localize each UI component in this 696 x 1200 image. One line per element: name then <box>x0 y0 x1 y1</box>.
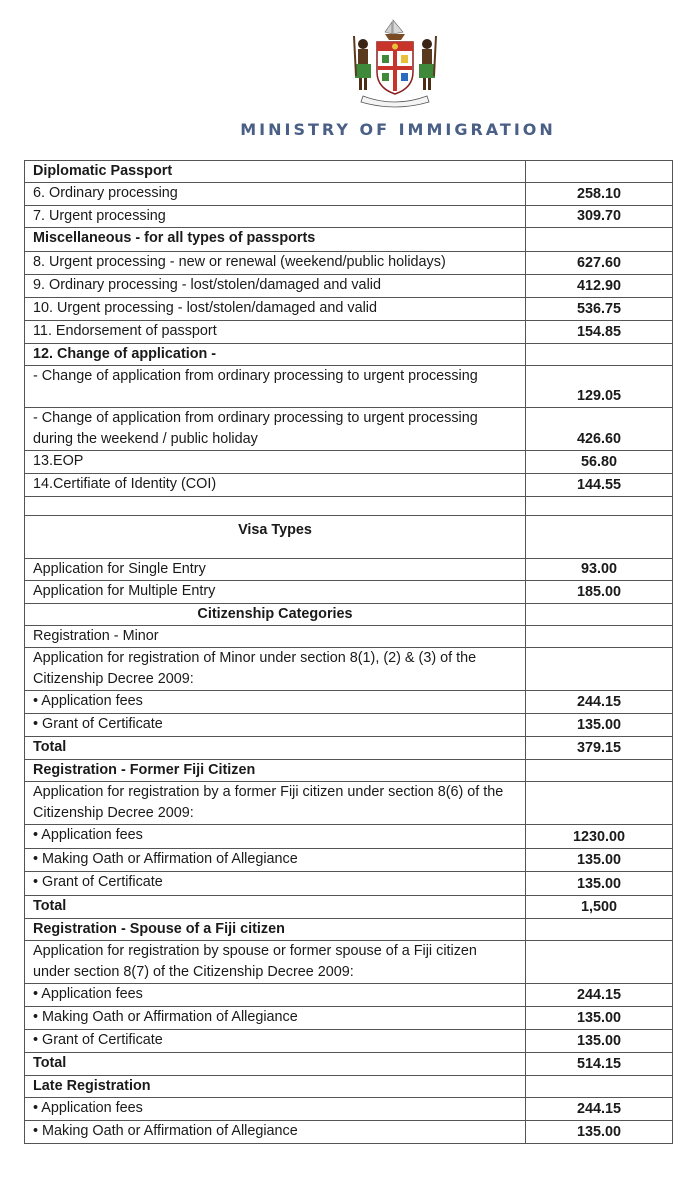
fee-description: Late Registration <box>25 1076 526 1098</box>
fee-amount <box>526 228 673 252</box>
fee-amount: 627.60 <box>526 252 673 275</box>
fee-amount <box>526 344 673 366</box>
fee-amount: 185.00 <box>526 581 673 604</box>
fee-description: Visa Types <box>25 516 526 559</box>
fee-amount: 1,500 <box>526 896 673 919</box>
table-row <box>25 497 673 516</box>
table-row <box>25 581 673 604</box>
fee-amount <box>526 760 673 782</box>
fee-description: Registration - Former Fiji Citizen <box>25 760 526 782</box>
table-row <box>25 275 673 298</box>
fee-description: • Making Oath or Affirmation of Allegiance <box>25 1121 526 1144</box>
table-row <box>25 206 673 228</box>
table-row <box>25 984 673 1007</box>
fee-amount <box>526 497 673 516</box>
fee-description: - Change of application from ordinary processing to urgent processing during the weekend / public holiday <box>25 408 526 451</box>
fee-description: 6. Ordinary processing <box>25 183 526 206</box>
fee-description: Citizenship Categories <box>25 604 526 626</box>
fee-amount: 244.15 <box>526 984 673 1007</box>
table-row <box>25 516 673 559</box>
table-row <box>25 183 673 206</box>
fee-description: • Application fees <box>25 984 526 1007</box>
fee-description: Application for registration by a former Fiji citizen under section 8(6) of the Citizenship Decree 2009: <box>25 782 526 825</box>
fee-description: Registration - Minor <box>25 626 526 648</box>
fee-amount: 412.90 <box>526 275 673 298</box>
fee-amount <box>526 919 673 941</box>
fee-description: Total <box>25 896 526 919</box>
fee-description: • Application fees <box>25 691 526 714</box>
fee-amount <box>526 782 673 825</box>
table-row <box>25 408 673 451</box>
fee-amount: 135.00 <box>526 872 673 896</box>
table-row <box>25 604 673 626</box>
table-row <box>25 1121 673 1144</box>
fee-amount: 135.00 <box>526 1121 673 1144</box>
table-row <box>25 1030 673 1053</box>
table-row <box>25 161 673 183</box>
fee-description <box>25 497 526 516</box>
fiji-coat-of-arms <box>345 16 445 108</box>
fee-description: 10. Urgent processing - lost/stolen/damaged and valid <box>25 298 526 321</box>
fee-description: 8. Urgent processing - new or renewal (weekend/public holidays) <box>25 252 526 275</box>
fee-amount: 154.85 <box>526 321 673 344</box>
table-row <box>25 228 673 252</box>
ministry-title: MINISTRY OF IMMIGRATION <box>240 120 556 139</box>
fee-amount: 135.00 <box>526 714 673 737</box>
fee-amount <box>526 941 673 984</box>
table-row <box>25 737 673 760</box>
fee-description: Application for registration of Minor under section 8(1), (2) & (3) of the Citizenship Decree 2009: <box>25 648 526 691</box>
table-row <box>25 714 673 737</box>
fee-amount <box>526 604 673 626</box>
fee-description: Registration - Spouse of a Fiji citizen <box>25 919 526 941</box>
fee-description: 11. Endorsement of passport <box>25 321 526 344</box>
fee-description: 14.Certifiate of Identity (COI) <box>25 474 526 497</box>
table-row <box>25 1076 673 1098</box>
fee-description: Application for Multiple Entry <box>25 581 526 604</box>
fee-description: 9. Ordinary processing - lost/stolen/damaged and valid <box>25 275 526 298</box>
fee-amount: 244.15 <box>526 691 673 714</box>
fee-amount: 135.00 <box>526 1007 673 1030</box>
table-row <box>25 344 673 366</box>
fee-description: • Application fees <box>25 825 526 849</box>
table-row <box>25 648 673 691</box>
fee-description: Miscellaneous - for all types of passports <box>25 228 526 252</box>
fee-amount: 426.60 <box>526 408 673 451</box>
table-row <box>25 321 673 344</box>
fee-amount: 379.15 <box>526 737 673 760</box>
fee-description: • Making Oath or Affirmation of Allegiance <box>25 849 526 872</box>
fees-table <box>24 160 673 1144</box>
fee-description: Total <box>25 737 526 760</box>
fee-amount: 1230.00 <box>526 825 673 849</box>
fee-amount <box>526 161 673 183</box>
table-row <box>25 1053 673 1076</box>
fee-amount: 129.05 <box>526 366 673 408</box>
table-row <box>25 896 673 919</box>
table-row <box>25 941 673 984</box>
fee-amount: 93.00 <box>526 559 673 581</box>
table-row <box>25 782 673 825</box>
table-row <box>25 626 673 648</box>
fee-description: - Change of application from ordinary processing to urgent processing <box>25 366 526 408</box>
table-row <box>25 298 673 321</box>
table-row <box>25 559 673 581</box>
fee-amount: 135.00 <box>526 1030 673 1053</box>
table-row <box>25 1098 673 1121</box>
fee-description: Diplomatic Passport <box>25 161 526 183</box>
table-row <box>25 691 673 714</box>
fee-description: Application for registration by spouse or former spouse of a Fiji citizen under section 8(7) of the Citizenship Decree 2009: <box>25 941 526 984</box>
fee-description: 12. Change of application - <box>25 344 526 366</box>
fee-amount: 536.75 <box>526 298 673 321</box>
table-row <box>25 760 673 782</box>
fee-amount: 258.10 <box>526 183 673 206</box>
fee-description: 7. Urgent processing <box>25 206 526 228</box>
fee-amount <box>526 648 673 691</box>
fee-amount <box>526 1076 673 1098</box>
fee-amount: 56.80 <box>526 451 673 474</box>
fee-description: Application for Single Entry <box>25 559 526 581</box>
table-row <box>25 1007 673 1030</box>
fee-description: • Grant of Certificate <box>25 1030 526 1053</box>
fee-description: • Grant of Certificate <box>25 714 526 737</box>
fee-description: • Making Oath or Affirmation of Allegiance <box>25 1007 526 1030</box>
table-row <box>25 366 673 408</box>
table-row <box>25 474 673 497</box>
fee-amount: 135.00 <box>526 849 673 872</box>
fee-amount <box>526 516 673 559</box>
fee-amount: 514.15 <box>526 1053 673 1076</box>
fee-description: • Grant of Certificate <box>25 872 526 896</box>
fee-description: • Application fees <box>25 1098 526 1121</box>
table-row <box>25 825 673 849</box>
fee-amount: 244.15 <box>526 1098 673 1121</box>
table-row <box>25 451 673 474</box>
table-row <box>25 919 673 941</box>
fee-amount: 144.55 <box>526 474 673 497</box>
fee-description: Total <box>25 1053 526 1076</box>
table-row <box>25 872 673 896</box>
fee-amount: 309.70 <box>526 206 673 228</box>
fee-amount <box>526 626 673 648</box>
table-row <box>25 252 673 275</box>
table-row <box>25 849 673 872</box>
fee-description: 13.EOP <box>25 451 526 474</box>
